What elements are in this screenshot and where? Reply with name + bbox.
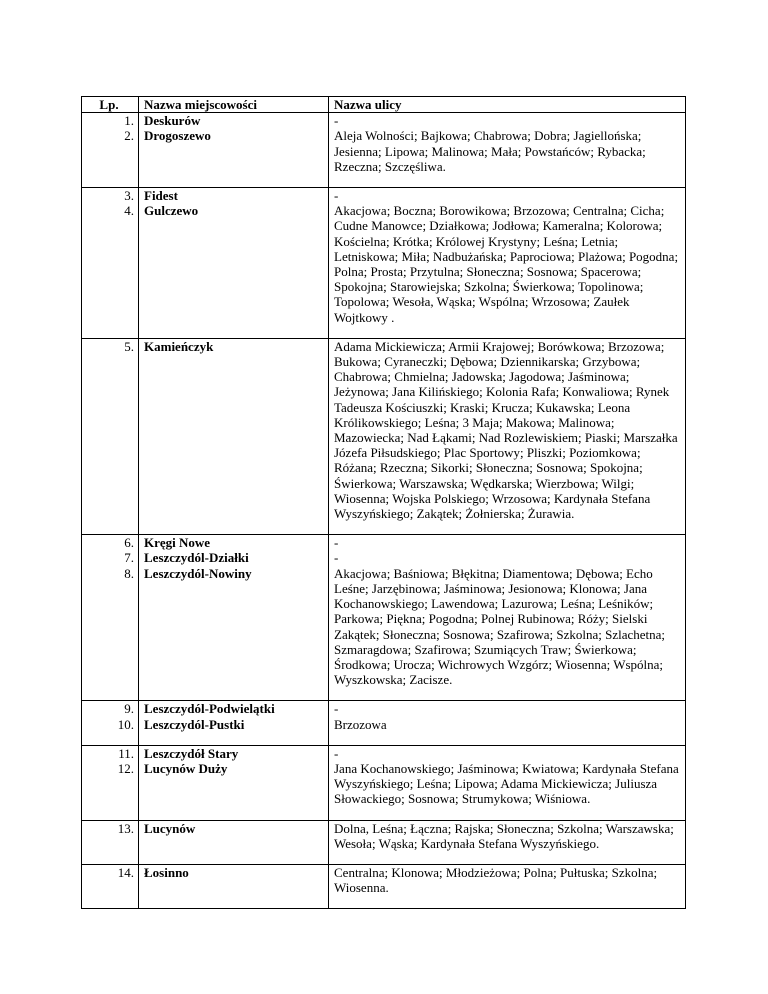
streets-text: - [334,701,339,717]
streets-text: - [334,113,339,129]
header-lp: Lp. [82,97,139,113]
lp-text: 6. [124,535,134,551]
table-row-group [82,535,686,701]
lp-text: 3. [124,188,134,204]
lp-cell [82,535,139,701]
table-body [82,113,686,909]
lp-text: 8. [124,565,134,581]
locality-text: Kamieńczyk [144,338,214,354]
table-row-group [82,745,686,820]
lp-cell [82,745,139,820]
locality-text: Kręgi Nowe [144,535,211,551]
locality-text: Leszczydól-Pustki [144,716,245,732]
streets-text: Akacjowa; Boczna; Borowikowa; Brzozowa; Centralna; Cicha; Cudne Manowce; Działkowa; Jodłowa; Kameralna; Kolorowa; Kościelna; Krótka; Królowej Krystyny; Leśna; Letnia; Letniskowa; Miła; Nadbużańska; Paprociowa; Plażowa; Pogodna; Polna; Prosta; Przytulna; Słoneczna; Sosnowa; Spacerowa; Spokojna; Starowiejska; Szkolna; Świerkowa; Topolinowa; Topolowa; Wesoła, Wąska; Wspólna; Wrzosowa; Zaułek Wojtkowy . [334,203,679,325]
lp-text: 5. [124,338,134,354]
locality-cell [139,701,329,745]
locality-text: Gulczewo [144,203,199,219]
locality-cell [139,188,329,339]
table-row-group [82,188,686,339]
lp-text: 11. [118,745,134,761]
lp-text: 7. [124,550,134,566]
streets-cell [329,745,686,820]
streets-text: Jana Kochanowskiego; Jaśminowa; Kwiatowa; Kardynała Stefana Wyszyńskiego; Leśna; Lipowa; Adama Mickiewicza; Juliusza Słowackiego; Sosnowa; Strumykowa; Wiśniowa. [334,760,679,807]
streets-text: Aleja Wolności; Bajkowa; Chabrowa; Dobra; Jagiellońska; Jesienna; Lipowa; Malinowa; Mała; Powstańców; Rybacka; Rzeczna; Szczęśliwa. [334,128,646,174]
table-row-group [82,701,686,745]
streets-text: Akacjowa; Baśniowa; Błękitna; Diamentowa; Dębowa; Echo Leśne; Jarzębinowa; Jaśminowa; Jesionowa; Klonowa; Jana Kochanowskiego; Lawendowa; Lazurowa; Leśna; Leśników; Parkowa; Piękna; Pogodna; Polnej Rubinowa; Róży; Sielski Zakątek; Słoneczna; Sosnowa; Szafirowa; Szkolna; Szlachetna; Szmaragdowa; Szafirowa; Szumiących Traw; Świerkowa; Środkowa; Urocza; Wichrowych Wzgórz; Wiosenna; Wspólna; Wyszkowska; Zacisze. [334,565,666,688]
locality-text: Łosinno [144,864,189,880]
streets-text: - [334,550,339,566]
lp-cell [82,864,139,908]
lp-text: 4. [124,203,134,219]
lp-cell [82,820,139,864]
header-row [82,97,686,113]
streets-text: Centralna; Klonowa; Młodzieżowa; Polna; Pułtuska; Szkolna; Wiosenna. [334,864,658,896]
streets-text: - [334,745,339,761]
streets-cell [329,701,686,745]
table-row-group [82,820,686,864]
lp-text: 9. [124,701,134,717]
streets-cell [329,338,686,534]
streets-table [81,96,686,909]
locality-text: Leszczydól-Podwielątki [144,701,275,717]
streets-text: Adama Mickiewicza; Armii Krajowej; Borówkowa; Brzozowa; Bukowa; Cyraneczki; Dębowa; Dziennikarska; Grzybowa; Chabrowa; Chmielna; Jadowska; Jagodowa; Jaśminowa; Jeżynowa; Jana Kilińskiego; Kolonia Rafa; Konwaliowa; Rynek Tadeusza Kościuszki; Kraski; Krucza; Kukawska; Leona Królikowskiego; Leśna; 3 Maja; Makowa; Malinowa; Mazowiecka; Nad Łąkami; Nad Rozlewiskiem; Piaski; Marszałka Józefa Piłsudskiego; Plac Sportowy; Pliszki; Poziomkowa; Różana; Rzeczna; Sikorki; Słoneczna; Sosnowa; Spokojna; Świerkowa; Warszawska; Wędkarska; Wierzbowa; Wilgi; Wiosenna; Wojska Polskiego; Wrzosowa; Kardynała Stefana Wyszyńskiego; Zakątek; Żołnierska; Żurawia. [334,338,678,522]
lp-text: 2. [124,128,134,144]
lp-text: 14. [117,864,134,880]
locality-text: Lucynów Duży [144,760,228,776]
lp-text: 12. [117,760,134,776]
locality-text: Deskurów [144,113,201,129]
locality-cell [139,745,329,820]
locality-text: Fidest [144,188,178,204]
locality-cell [139,535,329,701]
streets-cell [329,188,686,339]
streets-text: - [334,535,339,551]
table-row-group [82,113,686,188]
locality-text: Drogoszewo [144,128,211,144]
lp-text: 13. [117,820,134,836]
lp-cell [82,188,139,339]
locality-text: Leszczydól-Działki [144,550,249,566]
streets-cell [329,864,686,908]
lp-cell [82,701,139,745]
lp-cell [82,338,139,534]
table-row-group [82,338,686,534]
lp-text: 10. [117,716,134,732]
streets-text: Dolna, Leśna; Łączna; Rajska; Słoneczna; Szkolna; Warszawska; Wesoła; Wąska; Kardynała Stefana Wyszyńskiego. [334,820,674,851]
lp-text: 1. [124,113,134,129]
header-street: Nazwa ulicy [329,97,686,113]
streets-text: Brzozowa [334,716,387,732]
lp-cell [82,113,139,188]
locality-cell [139,820,329,864]
locality-cell [139,113,329,188]
locality-cell [139,864,329,908]
header-locality: Nazwa miejscowości [139,97,329,113]
streets-text: - [334,188,339,204]
streets-cell [329,113,686,188]
locality-cell [139,338,329,534]
locality-text: Lucynów [144,820,196,836]
table-row-group [82,864,686,908]
locality-text: Leszczydół Stary [144,745,239,761]
locality-text: Leszczydól-Nowiny [144,565,252,581]
streets-cell [329,820,686,864]
streets-cell [329,535,686,701]
